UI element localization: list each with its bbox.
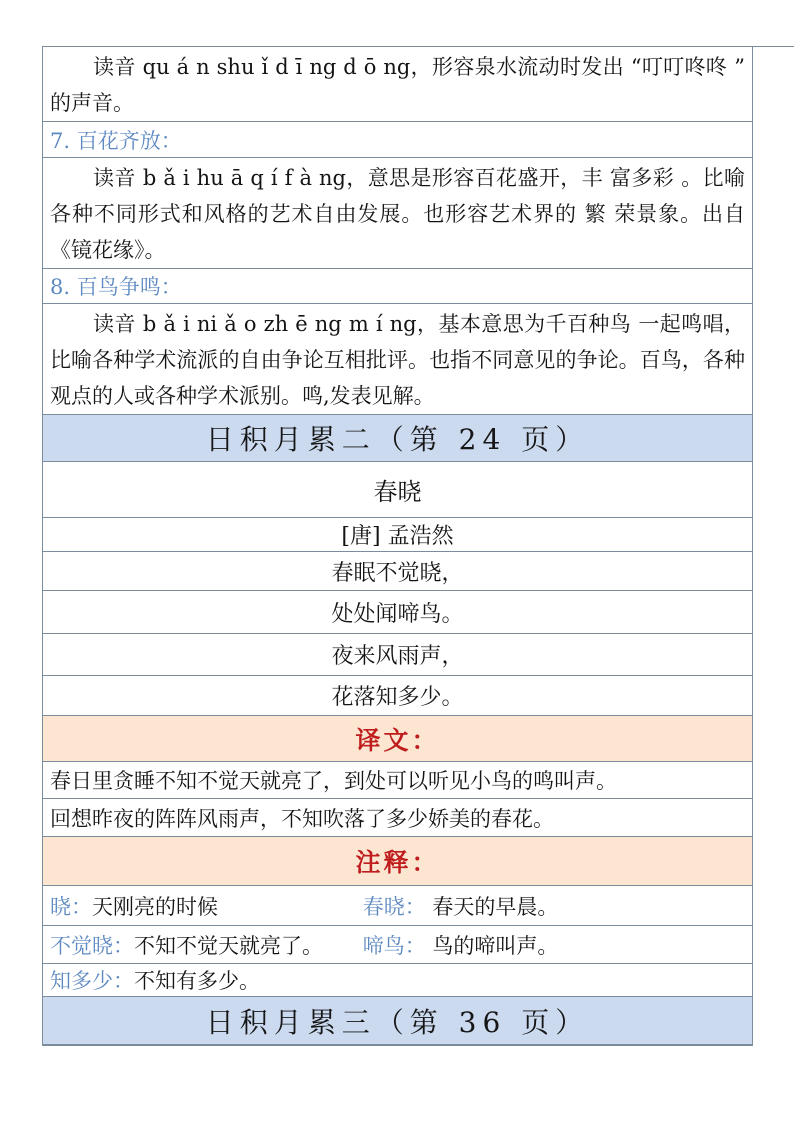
note-definition: 鸟的啼叫声。: [425, 933, 559, 958]
table-row-para: 读音 b ǎ i ni ǎ o zh ē ng m í ng，基本意思为千百种鸟 一起鸣唱， 比喻各种学术流派的自由争论互相批评。也指不同意见的争论。百鸟，各种观点的人或各种学术派别。鸣,发表见解。: [43, 304, 752, 415]
note-term: 啼鸟：: [362, 933, 426, 958]
table-row-center: [唐] 孟浩然: [43, 518, 752, 552]
table-row-center: 花落知多少。: [43, 676, 752, 716]
note-term: 知多少：: [50, 969, 134, 993]
table-row-term: 8. 百鸟争鸣：: [43, 269, 752, 304]
note-term: 不觉晓：: [50, 933, 134, 958]
table-row-para: 读音 qu á n shu ǐ d ī ng d ō ng，形容泉水流动时发出 “叮叮咚咚 ” 的声音。: [43, 47, 752, 122]
table-row-center: 春眠不觉晓，: [43, 552, 752, 591]
note-pair: [50, 965, 260, 995]
note-pair: [50, 930, 363, 960]
note-pair: [50, 891, 363, 921]
note-pair: [363, 930, 559, 960]
note-definition: 天刚亮的时候: [92, 894, 218, 919]
table-row-banner-peach: 译文：: [43, 716, 752, 762]
table-row-note: [43, 886, 752, 926]
table-row-plain: 回想昨夜的阵阵风雨声，不知吹落了多少娇美的春花。: [43, 799, 752, 837]
table-row-plain: 春日里贪睡不知不觉天就亮了，到处可以听见小鸟的鸣叫声。: [43, 762, 752, 799]
table-row-center: 处处闻啼鸟。: [43, 591, 752, 634]
table-row-center: 夜来风雨声，: [43, 634, 752, 676]
note-definition: 不知有多少。: [134, 969, 260, 993]
table-top-border-extension: [753, 46, 794, 47]
note-term: 晓：: [50, 894, 92, 919]
table-row-banner-blue: 日积月累三（第 36 页）: [43, 997, 752, 1045]
table-row-banner-blue: 日积月累二（第 24 页）: [43, 415, 752, 462]
doc-table: [42, 46, 753, 1046]
table-row-banner-peach: 注释：: [43, 837, 752, 886]
note-definition: 春天的早晨。: [425, 894, 559, 919]
table-row-title: 春晓: [43, 462, 752, 518]
table-row-term: 7. 百花齐放：: [43, 122, 752, 158]
table-row-note: [43, 926, 752, 964]
note-term: 春晓：: [362, 894, 426, 919]
table-row-note: [43, 964, 752, 997]
note-definition: 不知不觉天就亮了。: [134, 933, 323, 958]
note-pair: [363, 891, 559, 921]
table-row-para: 读音 b ǎ i hu ā q í f à ng，意思是形容百花盛开，丰 富多彩 。比喻各种不同形式和风格的艺术自由发展。也形容艺术界的 繁 荣景象。出自《镜花缘》。: [43, 158, 752, 269]
